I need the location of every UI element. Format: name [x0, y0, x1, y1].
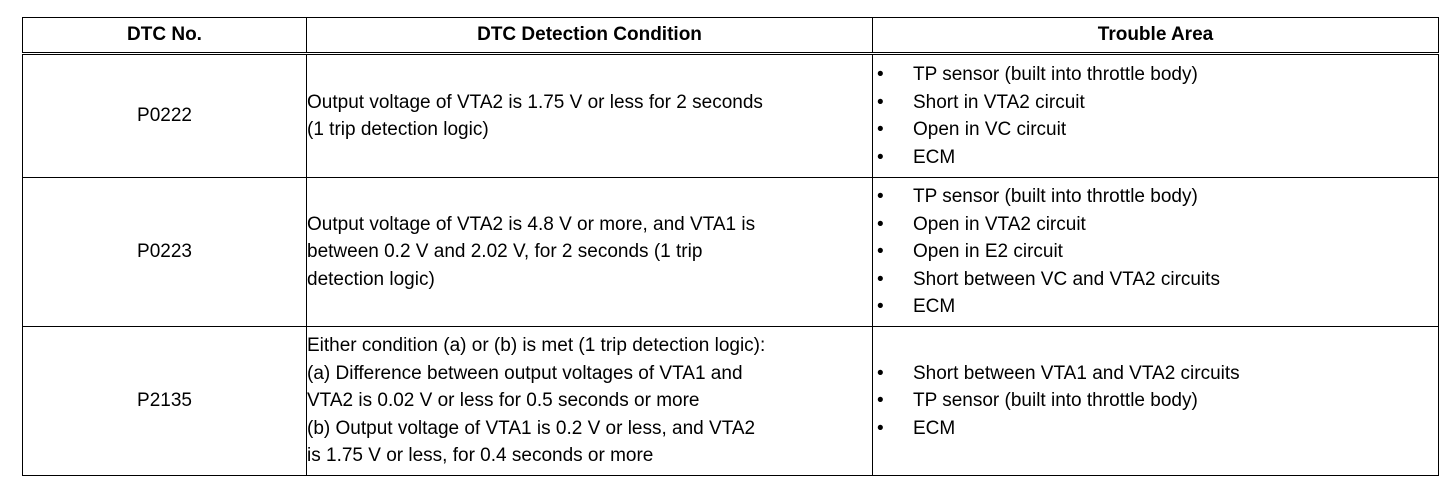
header-dtc-no: DTC No.	[23, 18, 307, 54]
condition-line: between 0.2 V and 2.02 V, for 2 seconds (1 trip	[307, 241, 703, 263]
trouble-area-item	[873, 211, 1438, 239]
table-row	[23, 54, 1439, 178]
trouble-area-item	[873, 238, 1438, 266]
trouble-area-item	[873, 293, 1438, 321]
trouble-area-text: ECM	[913, 296, 956, 318]
trouble-area-text: Short between VTA1 and VTA2 circuits	[913, 362, 1240, 384]
trouble-area-list	[873, 360, 1438, 443]
header-row	[23, 18, 1439, 54]
dtc-code: P0222	[23, 54, 307, 178]
dtc-code: P0223	[23, 178, 307, 327]
trouble-area-text: Open in E2 circuit	[913, 241, 1063, 263]
condition-line: (a) Difference between output voltages of VTA1 and	[307, 362, 743, 384]
header-trouble-area: Trouble Area	[873, 18, 1439, 54]
trouble-area-text: TP sensor (built into throttle body)	[913, 64, 1198, 85]
trouble-area-list	[873, 183, 1438, 321]
trouble-area	[873, 54, 1439, 178]
trouble-area-text: Open in VTA2 circuit	[913, 213, 1086, 235]
trouble-area-text: Open in VC circuit	[913, 119, 1067, 140]
condition-line: (b) Output voltage of VTA1 is 0.2 V or less, and VTA2	[307, 417, 756, 439]
dtc-code: P2135	[23, 327, 307, 476]
trouble-area-text: ECM	[913, 417, 956, 439]
trouble-area-list	[873, 61, 1438, 171]
bullet-icon: •	[877, 213, 884, 235]
bullet-icon: •	[877, 362, 884, 384]
trouble-area-text: Short between VC and VTA2 circuits	[913, 268, 1220, 290]
bullet-icon: •	[877, 64, 884, 85]
trouble-area	[873, 327, 1439, 476]
bullet-icon: •	[877, 390, 884, 412]
trouble-area-item	[873, 266, 1438, 294]
detection-condition	[307, 178, 873, 327]
bullet-icon: •	[877, 146, 884, 168]
trouble-area-text: ECM	[913, 146, 956, 168]
bullet-icon: •	[877, 268, 884, 290]
header-detection-condition: DTC Detection Condition	[307, 18, 873, 54]
bullet-icon: •	[877, 296, 884, 318]
table-row	[23, 178, 1439, 327]
trouble-area-item	[873, 116, 1438, 144]
bullet-icon: •	[877, 119, 884, 140]
trouble-area-item	[873, 61, 1438, 89]
trouble-area-text: TP sensor (built into throttle body)	[913, 390, 1198, 412]
trouble-area-item	[873, 89, 1438, 117]
dtc-table	[22, 17, 1439, 476]
condition-line: is 1.75 V or less, for 0.4 seconds or more	[307, 445, 654, 467]
bullet-icon: •	[877, 91, 884, 113]
bullet-icon: •	[877, 186, 884, 208]
trouble-area-item	[873, 144, 1438, 172]
condition-line: VTA2 is 0.02 V or less for 0.5 seconds or more	[307, 390, 700, 412]
bullet-icon: •	[877, 241, 884, 263]
trouble-area-item	[873, 415, 1438, 443]
trouble-area	[873, 178, 1439, 327]
trouble-area-item	[873, 360, 1438, 388]
trouble-area-item	[873, 387, 1438, 415]
trouble-area-item	[873, 183, 1438, 211]
detection-condition	[307, 327, 873, 476]
table-row	[23, 327, 1439, 476]
bullet-icon: •	[877, 417, 884, 439]
condition-line: (1 trip detection logic)	[307, 119, 489, 140]
detection-condition	[307, 54, 873, 178]
trouble-area-text: TP sensor (built into throttle body)	[913, 186, 1198, 208]
condition-line: detection logic)	[307, 268, 435, 290]
trouble-area-text: Short in VTA2 circuit	[913, 91, 1085, 113]
condition-line: Output voltage of VTA2 is 4.8 V or more, and VTA1 is	[307, 213, 756, 235]
condition-line: Output voltage of VTA2 is 1.75 V or less for 2 seconds	[307, 91, 763, 113]
condition-line: Either condition (a) or (b) is met (1 trip detection logic):	[307, 335, 766, 357]
